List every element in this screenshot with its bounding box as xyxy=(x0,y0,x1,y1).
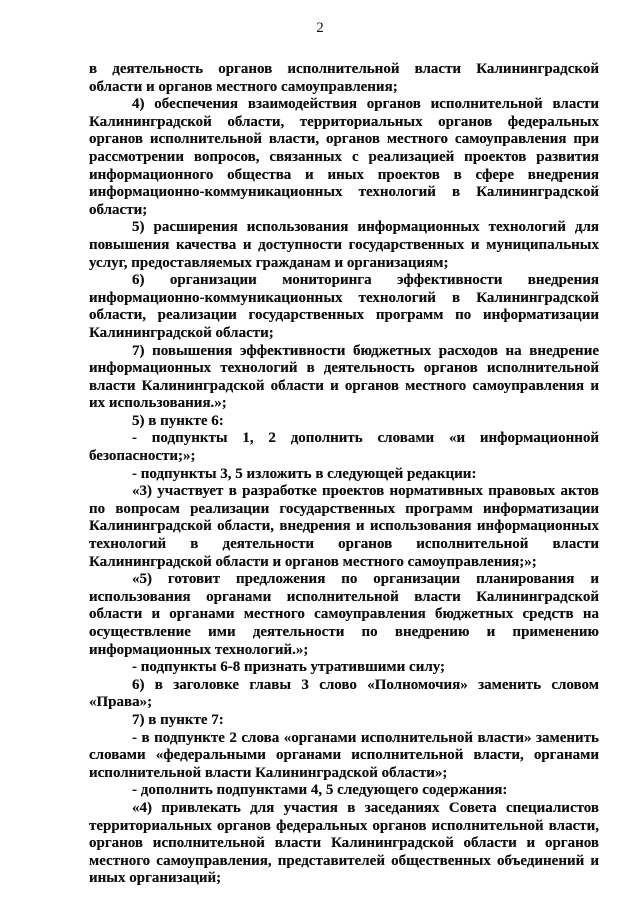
paragraph: - подпункты 3, 5 изложить в следующей редакции: xyxy=(132,465,477,482)
paragraph: 7) повышения эффективности бюджетных расходов на внедрение информационных технологий в деятельность органов исполнительной власти Калининградской области и органов местного самоуправления и их использования.»; xyxy=(89,342,599,412)
paragraph: - дополнить подпунктами 4, 5 следующего содержания: xyxy=(132,782,508,799)
paragraph: «4) привлекать для участия в заседаниях Совета специалистов территориальных органов федеральных органов исполнительной власти, органов исполнительной власти Калининградской области и органов местного самоуправления, представителей общественных объединений и иных организаций; xyxy=(89,799,599,887)
paragraph: - подпункты 6-8 признать утратившими силу; xyxy=(132,659,446,676)
paragraph: «3) участвует в разработке проектов нормативных правовых актов по вопросам реализации государственных программ информатизации Калининградской области, внедрения и использования информационных технологий в деятельности органов исполнительной власти Калининградской области и органов местного самоуправления;»; xyxy=(89,483,599,570)
paragraph: 7) в пункте 7: xyxy=(132,711,224,728)
paragraph: 5) в пункте 6: xyxy=(132,412,224,429)
paragraph: 5) расширения использования информационных технологий для повышения качества и доступности государственных и муниципальных услуг, предоставляемых гражданам и организациям; xyxy=(89,219,599,271)
paragraph: 6) в заголовке главы 3 слово «Полномочия» заменить словом «Права»; xyxy=(89,676,599,711)
paragraph: - в подпункте 2 слова «органами исполнительной власти» заменить словами «федеральными органами исполнительной власти, органами исполнительной власти Калининградской области»; xyxy=(89,729,599,781)
paragraph: - подпункты 1, 2 дополнить словами «и информационной безопасности;»; xyxy=(89,430,599,465)
paragraph: в деятельность органов исполнительной власти Калининградской области и органов местного самоуправления; xyxy=(89,61,599,95)
document-body xyxy=(89,61,599,888)
paragraph: «5) готовит предложения по организации планирования и использования органами исполнительной власти Калининградской области и органами местного самоуправления бюджетных средств на осуществление ими деятельности по внедрению и применению информационных технологий.»; xyxy=(89,571,599,658)
paragraph: 6) организации мониторинга эффективности внедрения информационно-коммуникационных технологий в Калининградской области, реализации государственных программ по информатизации Калининградской области; xyxy=(89,272,599,341)
page-number: 2 xyxy=(316,20,324,36)
paragraph: 4) обеспечения взаимодействия органов исполнительной власти Калининградской области, территориальных органов федеральных органов исполнительной власти, органов местного самоуправления при рассмотрении вопросов, связанных с реализацией проектов развития информационного общества и иных проектов в сфере внедрения информационно-коммуникационных технологий в Калининградской области; xyxy=(89,96,599,218)
